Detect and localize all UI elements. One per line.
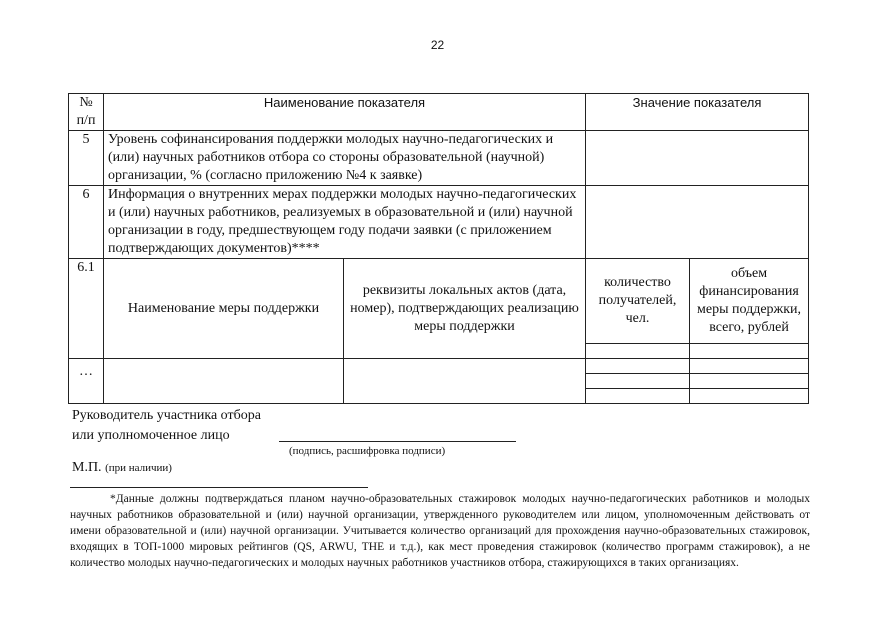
empty-cell: [690, 359, 809, 374]
signature-block: [72, 406, 261, 446]
stamp-note: (при наличии): [105, 462, 172, 474]
support-measure-name-header: Наименование меры поддержки: [104, 259, 344, 359]
row-indicator-name: Уровень софинансирования поддержки молодых научно-педагогических и (или) научных работников отбора со стороны образовательной (научной) организации, % (согласно приложению №4 к заявке): [104, 131, 586, 186]
empty-cell: [586, 344, 690, 359]
row-num: 6: [69, 186, 104, 259]
row-num: 5: [69, 131, 104, 186]
header-name: Наименование показателя: [104, 94, 586, 131]
header-value: Значение показателя: [586, 94, 809, 131]
table-row-6-1: [69, 259, 809, 344]
table-row: [69, 186, 809, 259]
recipients-count-header: количество получателей, чел.: [586, 259, 690, 344]
signature-caption: (подпись, расшифровка подписи): [289, 445, 446, 457]
table-row-ellipsis: [69, 359, 809, 374]
footnote-divider: [70, 487, 368, 488]
empty-cell: [104, 359, 344, 404]
row-value-cell: [586, 131, 809, 186]
signatory-subtitle: или уполномоченное лицо: [72, 428, 230, 443]
row-indicator-name: Информация о внутренних мерах поддержки молодых научно-педагогических и (или) научных работников, реализуемых в образовательной и (или) научной организации в году, предшествующем году подачи заявки (с приложением подтверждающих документов)****: [104, 186, 586, 259]
header-num: № п/п: [69, 94, 104, 131]
row-value-cell: [586, 186, 809, 259]
empty-cell: [690, 344, 809, 359]
empty-cell: [690, 374, 809, 389]
empty-cell: [344, 359, 586, 404]
table-row: [69, 131, 809, 186]
empty-cell: [586, 359, 690, 374]
signatory-title: Руководитель участника отбора: [72, 408, 261, 423]
signature-line: [279, 441, 516, 442]
footnote: *Данные должны подтверждаться планом научно-образовательных стажировок молодых научно-педагогических работников и молодых научных работников образовательной и (или) научной организации, утвержденного руководителем или лицом, уполномоченным действовать от имени образовательной и (или) научной организации. Учитывается количество организаций для прохождения научно-образовательных стажировок, входящих в ТОП-1000 мировых рейтингов (QS, ARWU, THE и т.д.), как мест проведения стажировок (количество программ стажировок), а не количество молодых научно-педагогических и молодых научных работников участников отбора, стажирующихся в таких организациях.: [70, 493, 810, 569]
empty-cell: [586, 389, 690, 404]
row-num: 6.1: [69, 259, 104, 359]
empty-cell: [586, 374, 690, 389]
indicators-table: [68, 93, 809, 404]
page-number: 22: [430, 38, 445, 52]
table-header-row: [69, 94, 809, 131]
stamp-placeholder: [72, 460, 172, 476]
ellipsis-cell: …: [69, 359, 104, 404]
funding-amount-header: объем финансирования меры поддержки, всего, рублей: [690, 259, 809, 344]
stamp-label: М.П.: [72, 460, 102, 475]
empty-cell: [690, 389, 809, 404]
local-acts-header: реквизиты локальных актов (дата, номер), подтверждающих реализацию меры поддержки: [344, 259, 586, 359]
